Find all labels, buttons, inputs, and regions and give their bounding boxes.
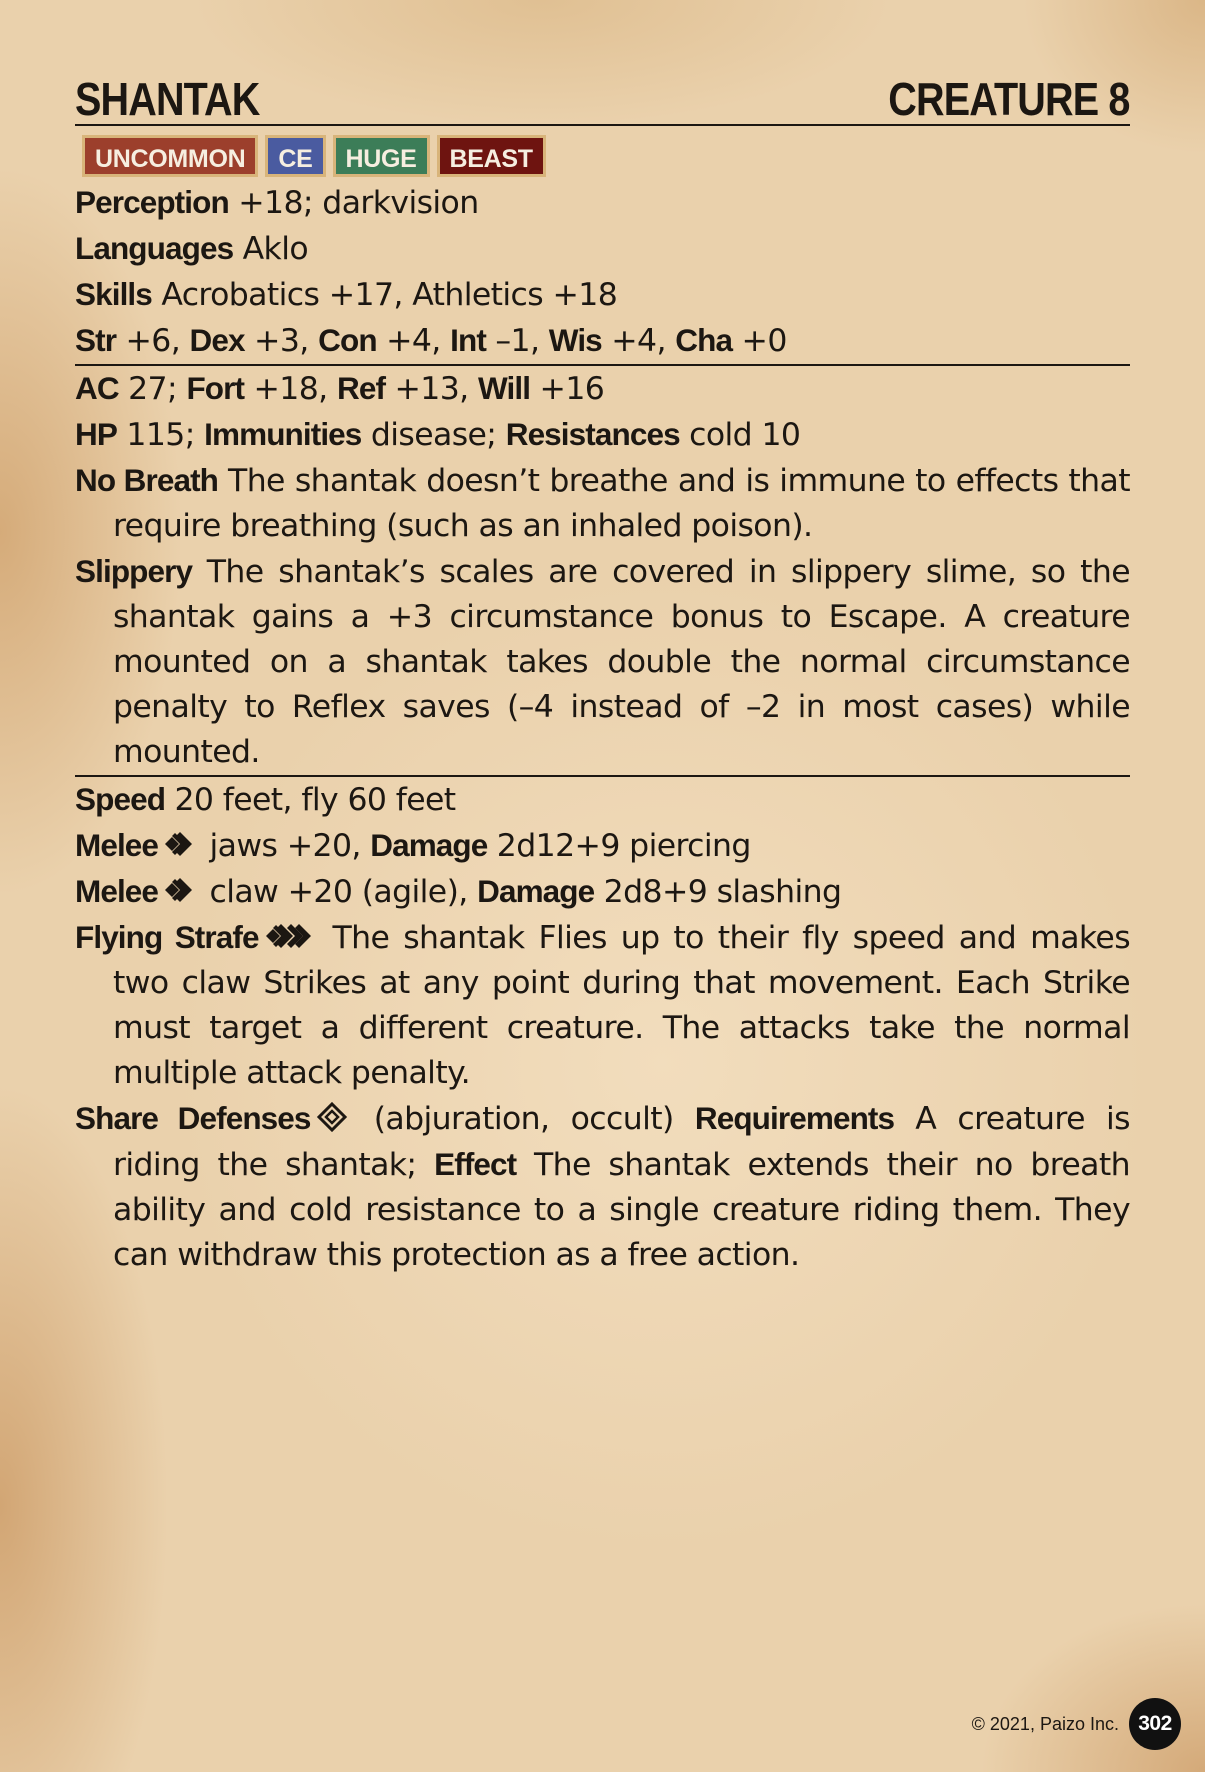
- page-number: 302: [1129, 1698, 1181, 1750]
- dex-value: +3,: [244, 323, 319, 359]
- trait-uncommon: UNCOMMON: [82, 135, 258, 177]
- melee-claw-damage: 2d8+9 slashing: [594, 874, 842, 910]
- cha-label: Cha: [675, 322, 733, 358]
- immunities-value: disease;: [361, 417, 506, 453]
- perception-value: +18; darkvision: [228, 185, 479, 221]
- stat-block: [75, 62, 1130, 1278]
- ref-label: Ref: [337, 370, 386, 406]
- trait-size: HUGE: [333, 135, 430, 177]
- trait-list: [75, 126, 1130, 180]
- share-defenses-traits: (abjuration, occult): [352, 1101, 695, 1137]
- will-label: Will: [477, 370, 531, 406]
- ability-share-defenses: [75, 1096, 1130, 1278]
- share-defenses-label: Share Defenses: [75, 1100, 311, 1136]
- melee-jaws-line: [75, 823, 1130, 869]
- ability-scores-line: [75, 318, 1130, 364]
- hp-label: HP: [75, 416, 117, 452]
- effect-label: Effect: [434, 1146, 517, 1182]
- perception-line: [75, 180, 1130, 226]
- flying-strafe-label: Flying Strafe: [75, 919, 259, 955]
- creature-name: SHANTAK: [75, 73, 260, 125]
- damage-label: Damage: [370, 827, 488, 863]
- melee-claw-text: claw +20 (agile),: [200, 874, 478, 910]
- dex-label: Dex: [189, 322, 245, 358]
- resistances-label: Resistances: [505, 416, 680, 452]
- ac-value: 27;: [118, 371, 187, 407]
- no-breath-label: No Breath: [75, 462, 219, 498]
- title-row: [75, 62, 1130, 126]
- perception-label: Perception: [75, 184, 229, 220]
- trait-beast: BEAST: [437, 135, 546, 177]
- speed-line: [75, 777, 1130, 823]
- wis-label: Wis: [548, 322, 602, 358]
- languages-line: [75, 226, 1130, 272]
- immunities-label: Immunities: [204, 416, 362, 452]
- resistances-value: cold 10: [679, 417, 801, 453]
- skills-line: [75, 272, 1130, 318]
- speed-value: 20 feet, fly 60 feet: [165, 782, 456, 818]
- slippery-label: Slippery: [75, 553, 193, 589]
- trait-alignment: CE: [265, 135, 325, 177]
- ability-slippery: [75, 549, 1130, 775]
- melee-label: Melee: [75, 827, 159, 863]
- two-actions-icon: [263, 921, 315, 951]
- str-value: +6,: [116, 323, 190, 359]
- wis-value: +4,: [601, 323, 676, 359]
- copyright: © 2021, Paizo Inc.: [971, 1713, 1119, 1734]
- damage-label: Damage: [477, 873, 595, 909]
- skills-value: Acrobatics +17, Athletics +18: [151, 277, 618, 313]
- will-value: +16: [530, 371, 605, 407]
- requirements-text: A creature is riding the shantak;: [113, 1101, 1130, 1183]
- no-breath-text: The shantak doesn’t breathe and is immune to effects that require breathing (such as an inhaled poison).: [113, 463, 1130, 544]
- slippery-text: The shantak’s scales are covered in slippery slime, so the shantak gains a +3 circumstance bonus to Escape. A creature mounted on a shantak takes double the normal circumstance penalty to Reflex saves (–4 instead of –2 in most cases) while mounted.: [113, 554, 1130, 770]
- flying-strafe-text: The shantak Flies up to their fly speed and makes two claw Strikes at any point during that movement. Each Strike must target a different creature. The attacks take the normal multiple attack penalty.: [113, 920, 1131, 1091]
- ability-no-breath: [75, 458, 1130, 549]
- ref-value: +13,: [385, 371, 478, 407]
- melee-jaws-damage: 2d12+9 piercing: [487, 828, 751, 864]
- con-value: +4,: [376, 323, 451, 359]
- languages-label: Languages: [75, 230, 234, 266]
- free-action-icon: [315, 1102, 349, 1132]
- melee-claw-line: [75, 869, 1130, 915]
- fort-label: Fort: [186, 370, 245, 406]
- single-action-icon: [162, 875, 196, 905]
- hp-value: 115;: [116, 417, 205, 453]
- cha-value: +0: [732, 323, 787, 359]
- defenses-line: [75, 366, 1130, 412]
- single-action-icon: [162, 829, 196, 859]
- requirements-label: Requirements: [694, 1100, 895, 1136]
- melee-jaws-text: jaws +20,: [200, 828, 371, 864]
- con-label: Con: [318, 322, 377, 358]
- melee-label: Melee: [75, 873, 159, 909]
- creature-level: CREATURE 8: [888, 73, 1130, 125]
- ability-flying-strafe: [75, 915, 1130, 1096]
- hp-line: [75, 412, 1130, 458]
- effect-text: The shantak extends their no breath ability and cold resistance to a single creature riding them. They can withdraw this protection as a free action.: [113, 1147, 1130, 1273]
- int-value: –1,: [485, 323, 549, 359]
- int-label: Int: [450, 322, 486, 358]
- ac-label: AC: [75, 370, 119, 406]
- languages-value: Aklo: [233, 231, 309, 267]
- skills-label: Skills: [75, 276, 152, 312]
- str-label: Str: [75, 322, 117, 358]
- page-footer: [972, 1698, 1181, 1750]
- fort-value: +18,: [244, 371, 337, 407]
- speed-label: Speed: [75, 781, 166, 817]
